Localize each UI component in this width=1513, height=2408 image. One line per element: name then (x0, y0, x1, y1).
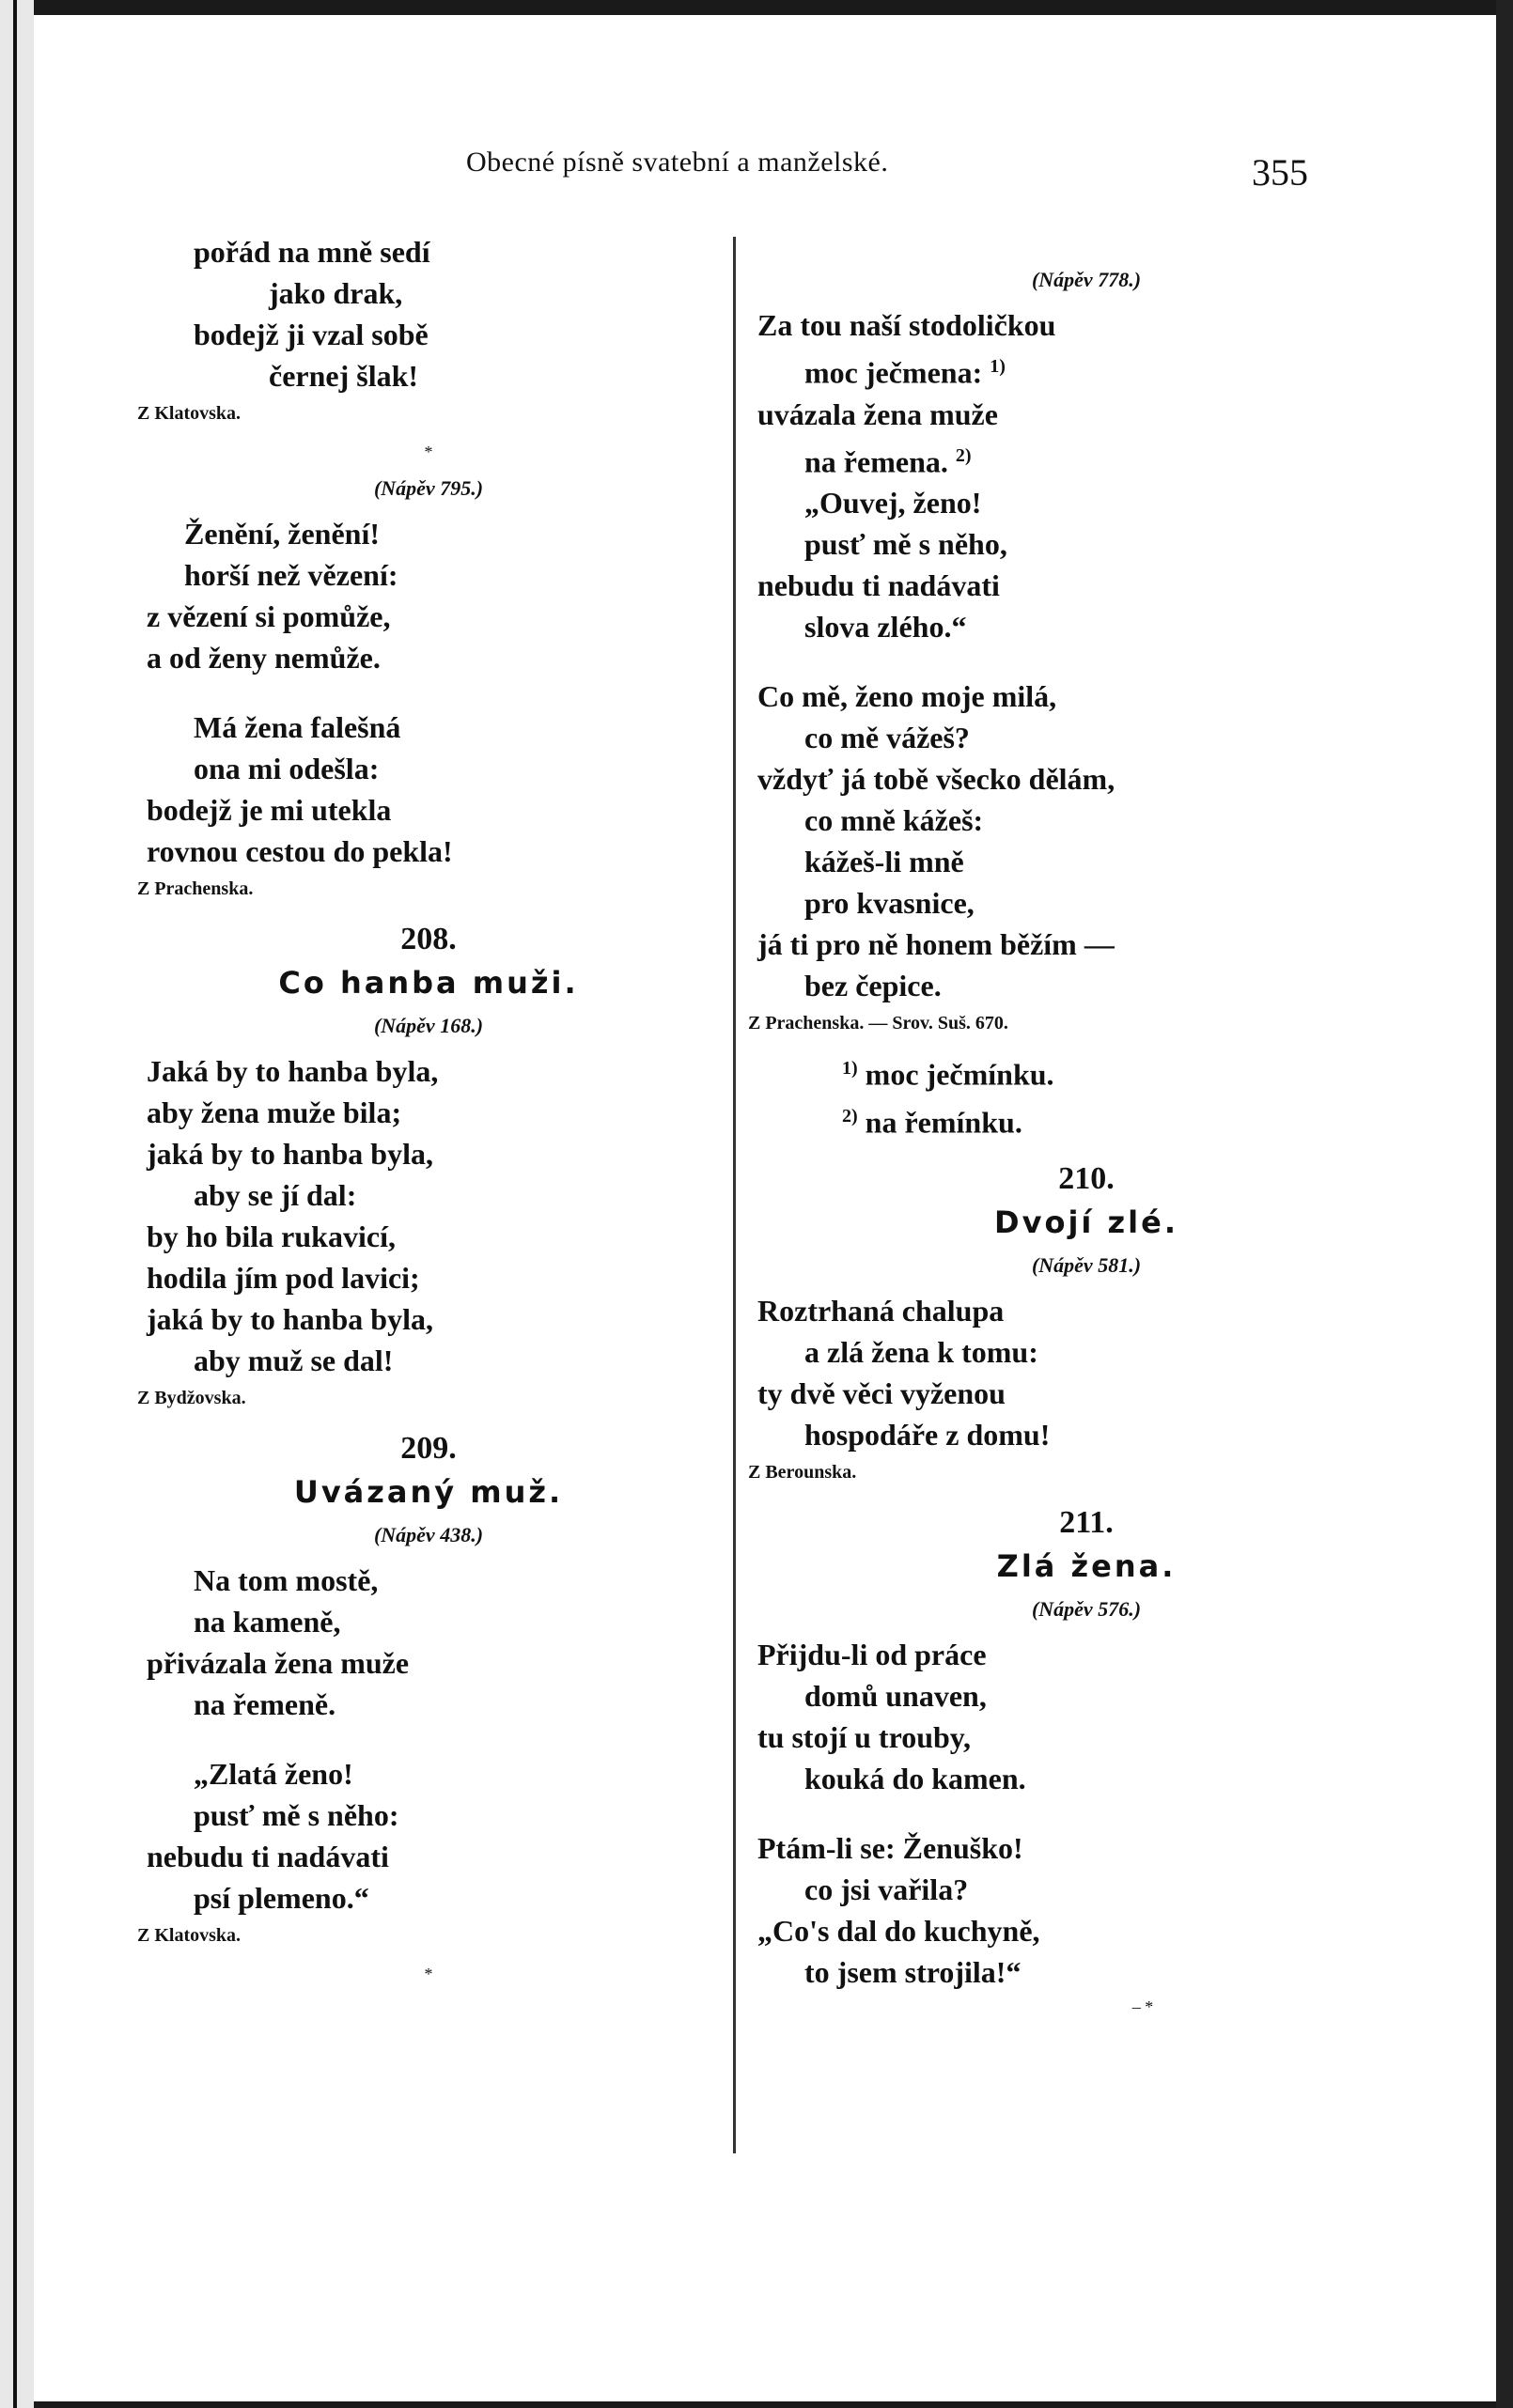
verse-line: „Zlatá ženo! (194, 1757, 353, 1791)
song-title: Zlá žena. (996, 1547, 1177, 1584)
verse-line: „Ouvej, ženo! (804, 486, 982, 520)
tune-reference: (Nápěv 576.) (1031, 1596, 1142, 1621)
footnote: $^{1)}$ moc ječmínku. (842, 1057, 1054, 1092)
stanza (757, 1634, 1415, 1799)
verse-line: psí plemeno.“ (194, 1881, 369, 1915)
verse-line: jako drak, (269, 276, 403, 310)
verse-line: na řemeně. (194, 1687, 336, 1721)
source-note: Z Prachenska. — Srov. Suš. 670. (748, 1013, 1008, 1034)
verse-line: Přijdu-li od práce (757, 1637, 987, 1671)
source-note: Z Bydžovska. (137, 1388, 246, 1408)
verse-line: ty dvě věci vyženou (757, 1375, 1006, 1410)
song-title: Dvojí zlé. (994, 1204, 1178, 1240)
verse-line: aby žena muže bila; (147, 1095, 402, 1129)
continuation-stanza (147, 231, 710, 396)
verse-line: horší než vězení: (184, 558, 398, 592)
song-title: Uvázaný muž. (293, 1474, 564, 1510)
verse-line: domů unaven, (804, 1678, 987, 1713)
verse-line: to jsem strojila!“ (804, 1954, 1022, 1989)
running-title: Obecné písně svatební a manželské. (466, 147, 889, 178)
verse-line: rovnou cestou do pekla! (147, 834, 453, 868)
verse-line: a zlá žena k tomu: (804, 1334, 1038, 1369)
verse-line: pusť mě s něho, (804, 527, 1007, 562)
source-note: Z Berounska. (748, 1461, 857, 1483)
tune-reference: (Nápěv 438.) (373, 1523, 484, 1546)
verse-line: přivázala žena muže (147, 1646, 410, 1680)
verse-line: „Co's dal do kuchyně, (757, 1913, 1040, 1948)
song-number: 209. (400, 1431, 457, 1466)
stanza (147, 707, 710, 872)
footnote: $^{2)}$ na řemínku. (842, 1105, 1022, 1140)
section-star: * (424, 1965, 433, 1983)
verse-line: by ho bila rukavicí, (147, 1220, 396, 1253)
verse-line: jaká by to hanba byla, (147, 1137, 433, 1171)
verse-line: bodejž ji vzal sobě (194, 318, 429, 351)
verse-line: na kameně, (194, 1605, 341, 1639)
verse-line: a od ženy nemůže. (147, 641, 381, 675)
verse-line: Za tou naší stodoličkou (757, 308, 1056, 342)
song-title: Co hanba muži. (278, 965, 579, 1001)
source-note: Z Klatovska. (137, 403, 242, 424)
verse-line: Co mě, ženo moje milá, (757, 679, 1057, 714)
scan-border (1496, 0, 1513, 2408)
source-note: Z Prachenska. (137, 878, 254, 899)
verse-line: kážeš-li mně (804, 845, 964, 879)
song-number: 211. (1059, 1504, 1114, 1540)
page-header (34, 147, 1496, 203)
footnote-ref: 1) (990, 356, 1006, 377)
stanza (147, 1050, 710, 1381)
section-star: * (424, 443, 433, 461)
tune-reference: (Nápěv 581.) (1031, 1252, 1142, 1277)
verse-line: co jsi vařila? (804, 1872, 969, 1906)
column-divider (733, 237, 736, 2153)
stanza (147, 513, 710, 678)
verse-line: Má žena falešná (194, 710, 401, 744)
verse-line: Roztrhaná chalupa (757, 1293, 1005, 1328)
stanza (757, 1827, 1415, 1993)
verse-line: moc ječmena: $^{1)}$ (804, 355, 1006, 390)
verse-line: na řemena. $^{2)}$ (804, 444, 972, 479)
verse-line: jaká by to hanba byla, (147, 1302, 433, 1336)
footnote-ref: 2) (955, 444, 972, 466)
verse-line: pusť mě s něho: (194, 1798, 399, 1832)
binding-edge (0, 0, 34, 2408)
verse-line: Ptám-li se: Ženuško! (757, 1830, 1023, 1865)
verse-line: pro kvasnice, (804, 886, 975, 921)
book-page (34, 15, 1496, 2401)
stanza (757, 1290, 1415, 1455)
verse-line: aby muž se dal! (194, 1344, 394, 1377)
song-number: 208. (400, 922, 457, 956)
tune-reference: (Nápěv 778.) (1031, 268, 1142, 291)
stanza (757, 304, 1415, 647)
tune-reference: (Nápěv 168.) (373, 1014, 484, 1037)
verse-line: vždyť já tobě všecko dělám, (757, 762, 1115, 797)
verse-line: Jaká by to hanba byla, (147, 1054, 439, 1088)
tune-reference: (Nápěv 795.) (373, 476, 484, 500)
verse-line: uvázala žena muže (757, 396, 998, 431)
stanza (147, 1753, 710, 1919)
right-column (748, 257, 1415, 2021)
verse-line: bez čepice. (804, 969, 942, 1003)
section-star: – * (1131, 1996, 1154, 2016)
verse-line: tu stojí u trouby, (757, 1719, 972, 1754)
verse-line: bodejž je mi utekla (147, 793, 392, 827)
page-number: 355 (1252, 151, 1308, 194)
verse-line: já ti pro ně honem běžím — (757, 927, 1115, 962)
verse-line: aby se jí dal: (194, 1178, 357, 1212)
song-number: 210. (1058, 1160, 1115, 1196)
verse-line: co mě vážeš? (804, 721, 970, 755)
verse-line: nebudu ti nadávati (147, 1840, 389, 1873)
verse-line: ona mi odešla: (194, 752, 380, 785)
left-column (137, 231, 710, 1988)
verse-line: hospodáře z domu! (804, 1417, 1051, 1452)
verse-line: Na tom mostě, (194, 1563, 379, 1597)
verse-line: slova zlého.“ (804, 610, 967, 645)
source-note: Z Klatovska. (137, 1925, 242, 1946)
stanza (757, 676, 1415, 1006)
verse-line: pořád na mně sedí (194, 235, 430, 269)
verse-line: Ženění, ženění! (184, 517, 380, 551)
verse-line: černej šlak! (269, 359, 419, 393)
verse-line: co mně kážeš: (804, 803, 984, 838)
stanza (147, 1560, 710, 1725)
verse-line: z vězení si pomůže, (147, 599, 391, 633)
verse-line: hodila jím pod lavici; (147, 1261, 420, 1295)
verse-line: nebudu ti nadávati (757, 568, 1000, 603)
verse-line: kouká do kamen. (804, 1761, 1026, 1795)
